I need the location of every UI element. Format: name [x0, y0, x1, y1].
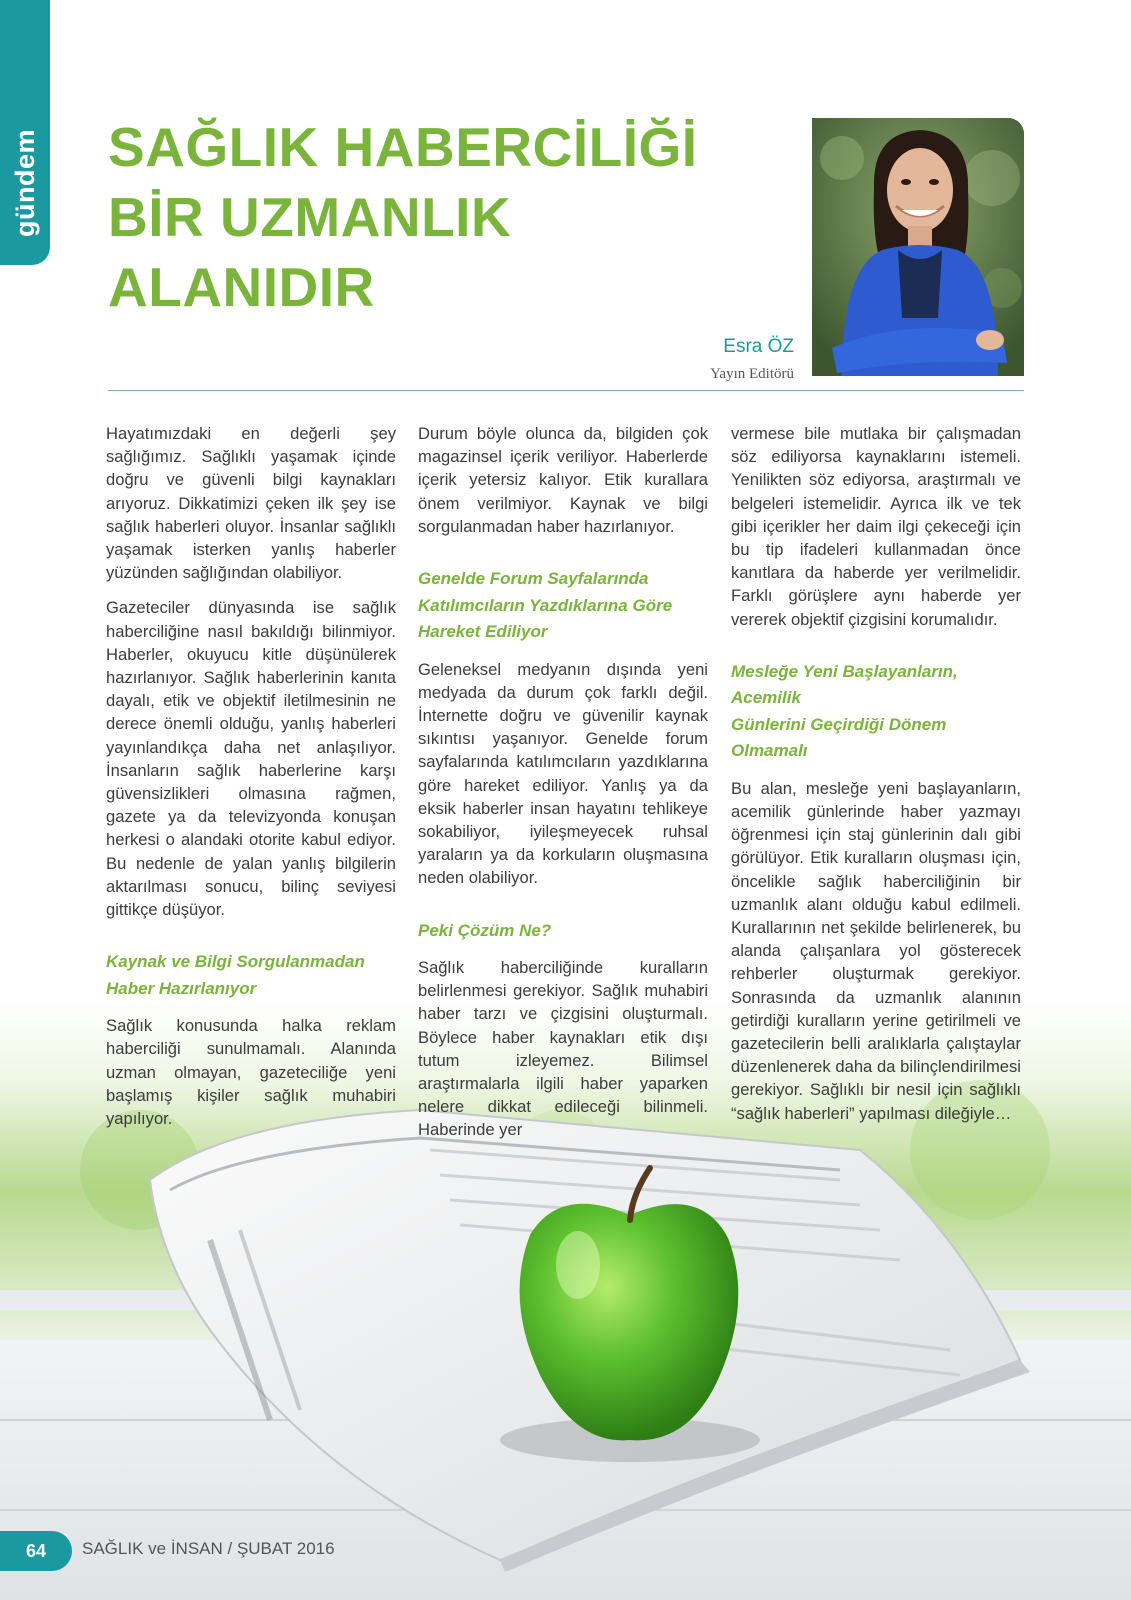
- col3-subheading-line-2: Günlerini Geçirdiği Dönem Olmamalı: [731, 714, 947, 761]
- col1-subheading-line-1: Kaynak ve Bilgi Sorgulanmadan: [106, 952, 365, 972]
- article-column-2: [418, 422, 708, 1154]
- article-column-1: [106, 422, 396, 1142]
- portrait-illustration: [812, 118, 1024, 376]
- col2-subheading-2: [418, 918, 708, 945]
- author-portrait: [812, 118, 1024, 376]
- col2-paragraph-1: Durum böyle olunca da, bilgiden çok magazinsel içerik veriliyor. Haberlerde içerik yetersiz kalıyor. Etik kurallara önem verilmiyor. Kaynak ve bilgi sorgulanmadan haber hazırlanıyor.: [418, 424, 708, 536]
- col3-subheading: [731, 659, 1021, 765]
- section-tab-label-wrap: [0, 0, 50, 265]
- header-divider: [108, 390, 1024, 391]
- col2-paragraph-3: Sağlık haberciliğinde kuralların belirlenmesi gerekiyor. Sağlık muhabiri haber tarzı ve çizgisini oluşturmalı. Böylece haber kaynakları etik dışı tutum izleyemez. Bilimsel araştırmalarla ilgili haber yaparken nelere dikkat edileceği bilinmeli. Haberinde yer: [418, 958, 708, 1140]
- col2-subheading-1-line-3: Hareket Ediliyor: [418, 622, 548, 642]
- author-title: Yayın Editörü: [710, 366, 794, 382]
- col1-paragraph-2: Gazeteciler dünyasında ise sağlık haberciliğine nasıl bakıldığı bilinmiyor. Haberler, okuyucu kitle düşünülerek hazırlanıyor. Sağlık haberlerinin kanıta dayalı, etik ve objektif iletilmesinin ne derece önemli olduğu, yanlış haberleri yayınlandıkça daha net anlaşılıyor. İnsanların sağlık haberlerine karşı güvensizlikleri olmasına rağmen, gazete ya da televizyonda konuşan herkesi o alandaki otorite kabul ediyor. Bu nedenle de yalan yanlış bilgilerin aktarılması sonucu, bilinç seviyesi gittikçe düşüyor.: [106, 598, 396, 920]
- headline-line-2: BİR UZMANLIK ALANIDIR: [108, 186, 512, 318]
- col1-subheading: [106, 949, 396, 1002]
- col3-paragraph-1: vermese bile mutlaka bir çalışmadan söz ediliyorsa kaynaklarını istemeli. Yenilikten söz ediyorsa, araştırmalı ve belgeleri istemelidir. Ayrıca ilk ve tek gibi içerikler her daim ilgi çekeceği için bu tip ifadeleri kullanmadan önce kanıtlara da haberde yer verilmelidir. Farklı görüşlere aynı haberde yer vererek objektif çizgisini korumalıdır.: [731, 424, 1021, 629]
- col2-subheading-1-line-2: Katılımcıların Yazdıklarına Göre: [418, 595, 673, 615]
- col1-paragraph-1: Hayatımızdaki en değerli şey sağlığımız. Sağlıklı yaşamak içinde doğru ve güvenli bilgi kaynakları arıyoruz. Dikkatimizi çeken ilk şey ise sağlık haberleri oluyor. İnsanlar sağlıklı yaşamak isterken yanlış haberler yüzünden sağlığından olabiliyor.: [106, 424, 396, 583]
- col2-subheading-1: [418, 566, 708, 646]
- col3-subheading-line-1: Mesleğe Yeni Başlayanların, Acemilik: [731, 661, 958, 708]
- col1-subheading-line-2: Haber Hazırlanıyor: [106, 978, 257, 998]
- article-column-3: [731, 422, 1021, 1137]
- article-headline: [108, 112, 778, 322]
- col2-subheading-1-line-1: Genelde Forum Sayfalarında: [418, 569, 649, 589]
- page-number: 64: [0, 1531, 72, 1571]
- publication-name: SAĞLIK ve İNSAN / ŞUBAT 2016: [82, 1539, 335, 1558]
- headline-line-1: SAĞLIK HABERCİLİĞİ: [108, 116, 698, 178]
- author-name: Esra ÖZ: [723, 336, 794, 357]
- col2-paragraph-2: Geleneksel medyanın dışında yeni medyada da durum çok farklı değil. İnternette doğru ve güvenilir kaynak sıkıntısı yaşanıyor. Genelde forum sayfalarında katılımcıların yazdıklarına göre hareket ediliyor. Yanlış ya da eksik haberler insan hayatını tehlikeye sokabiliyor, iyileşmeyecek ruhsal yaraların ya da korkuların oluşmasına neden olabiliyor.: [418, 659, 708, 888]
- col2-subheading-2-text: Peki Çözüm Ne?: [418, 920, 552, 940]
- col3-paragraph-2: Bu alan, mesleğe yeni başlayanların, acemilik günlerinde haber yazmayı öğrenmesi için staj günlerinin dalı gibi görülüyor. Etik kuralların oluşması için, öncelikle sağlık haberciliğinin bir uzmanlık alanı olduğu kabul edilmeli. Kurallarının net şekilde belirlenerek, bu alanda çalışanlara yol gösterecek rehberler oluşturmak gerekiyor. Sonrasında da uzmanlık alanının getirdiği kuralların yerine getirilmeli ve gazetecilerin belli aralıklarla çalıştaylar düzenlenerek daha da bilinçlendirilmesi gerekiyor. Sağlıklı bir nesil için sağlıklı “sağlık haberleri” yapılması dileğiyle…: [731, 778, 1021, 1123]
- col1-paragraph-3: Sağlık konusunda halka reklam haberciliği sunulmamalı. Alanında uzman olmayan, gazeteciliğe yeni başlamış kişiler sağlık muhabiri yapılıyor.: [106, 1016, 396, 1129]
- section-tab-label: gündem: [9, 129, 40, 237]
